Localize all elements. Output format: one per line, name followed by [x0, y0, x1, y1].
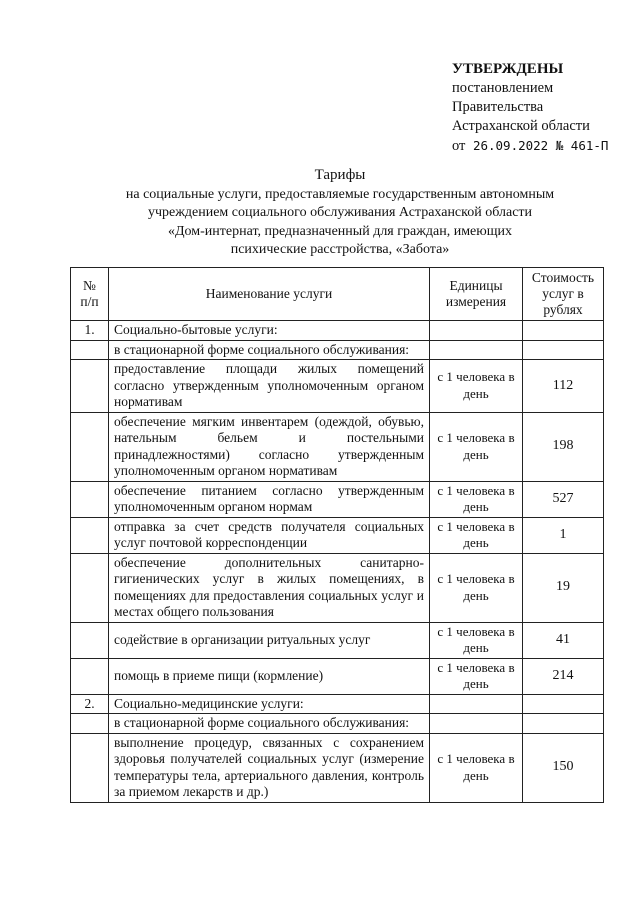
row-no	[71, 340, 109, 360]
table-row	[71, 340, 604, 360]
header-unit: Единицы измерения	[430, 268, 523, 321]
row-name: Социально-бытовые услуги:	[109, 321, 430, 341]
row-no	[71, 553, 109, 622]
approval-line-2: Правительства	[452, 99, 544, 115]
row-cost: 112	[523, 360, 604, 413]
row-unit	[430, 694, 523, 714]
approval-number-sign: №	[555, 138, 564, 153]
row-name: Социально-медицинские услуги:	[109, 694, 430, 714]
row-name: обеспечение питанием согласно утвержденным уполномоченным органом нормам	[109, 481, 430, 517]
header-name: Наименование услуги	[109, 268, 430, 321]
table-row	[71, 694, 604, 714]
approval-date-prefix: от	[452, 138, 466, 154]
approval-line-3: Астраханской области	[452, 118, 590, 134]
row-name: предоставление площади жилых помещений согласно утвержденным уполномоченным органом нормативам	[109, 360, 430, 413]
title-main: Тарифы	[314, 167, 366, 183]
approval-date: 26.09.2022	[472, 138, 549, 153]
row-no	[71, 622, 109, 658]
row-name: отправка за счет средств получателя социальных услуг почтовой корреспонденции	[109, 517, 430, 553]
row-unit: с 1 человека в день	[430, 481, 523, 517]
table-row	[71, 412, 604, 481]
row-name: обеспечение дополнительных санитарно-гигиенических услуг в жилых помещениях, в помещениях для предоставления социальных услуг и местах общего пользования	[109, 553, 430, 622]
title-line-1: на социальные услуги, предоставляемые государственным автономным	[125, 186, 555, 202]
row-cost: 19	[523, 553, 604, 622]
row-no	[71, 360, 109, 413]
row-cost: 1	[523, 517, 604, 553]
row-no	[71, 517, 109, 553]
row-cost: 214	[523, 658, 604, 694]
row-no	[71, 412, 109, 481]
row-unit: с 1 человека в день	[430, 412, 523, 481]
row-name: выполнение процедур, связанных с сохранением здоровья получателей социальных услуг (измерение температуры тела, артериального давления, контроль за приемом лекарств и др.)	[109, 733, 430, 802]
row-unit	[430, 321, 523, 341]
approval-line-1: постановлением	[452, 80, 554, 96]
row-cost	[523, 694, 604, 714]
title-line-3: «Дом-интернат, предназначенный для граждан, имеющих	[168, 223, 512, 239]
header-cost: Стоимость услуг в рублях	[523, 268, 604, 321]
approval-heading: УТВЕРЖДЕНЫ	[452, 61, 564, 77]
table-row	[71, 553, 604, 622]
row-name: содействие в организации ритуальных услуг	[109, 622, 430, 658]
row-name: в стационарной форме социального обслуживания:	[109, 340, 430, 360]
row-unit: с 1 человека в день	[430, 553, 523, 622]
row-unit	[430, 340, 523, 360]
tariff-table	[70, 267, 604, 803]
row-name: обеспечение мягким инвентарем (одеждой, обувью, нательным бельем и постельными принадлежностями) согласно утвержденным уполномоченным органом нормативам	[109, 412, 430, 481]
approval-date-line	[452, 136, 640, 156]
row-name: помощь в приеме пищи (кормление)	[109, 658, 430, 694]
table-row	[71, 658, 604, 694]
row-cost	[523, 340, 604, 360]
approval-stamp	[452, 60, 640, 156]
row-cost: 527	[523, 481, 604, 517]
approval-number: 461-П	[570, 138, 609, 153]
table-row	[71, 360, 604, 413]
row-cost	[523, 321, 604, 341]
row-cost	[523, 714, 604, 734]
table-header-row	[71, 268, 604, 321]
row-unit: с 1 человека в день	[430, 360, 523, 413]
row-unit: с 1 человека в день	[430, 517, 523, 553]
row-cost: 198	[523, 412, 604, 481]
row-no	[71, 733, 109, 802]
row-unit: с 1 человека в день	[430, 733, 523, 802]
header-no: № п/п	[71, 268, 109, 321]
row-no	[71, 481, 109, 517]
row-unit: с 1 человека в день	[430, 658, 523, 694]
row-no: 1.	[71, 321, 109, 341]
row-cost: 150	[523, 733, 604, 802]
table-row	[71, 321, 604, 341]
row-unit: с 1 человека в день	[430, 622, 523, 658]
table-row	[71, 622, 604, 658]
row-unit	[430, 714, 523, 734]
row-cost: 41	[523, 622, 604, 658]
table-row	[71, 517, 604, 553]
document-title	[90, 166, 590, 260]
title-line-4: психические расстройства, «Забота»	[230, 242, 450, 257]
row-name: в стационарной форме социального обслуживания:	[109, 714, 430, 734]
row-no: 2.	[71, 694, 109, 714]
table-row	[71, 481, 604, 517]
table-row	[71, 714, 604, 734]
row-no	[71, 658, 109, 694]
table-row	[71, 733, 604, 802]
title-line-2: учреждением социального обслуживания Астраханской области	[147, 205, 533, 220]
row-no	[71, 714, 109, 734]
